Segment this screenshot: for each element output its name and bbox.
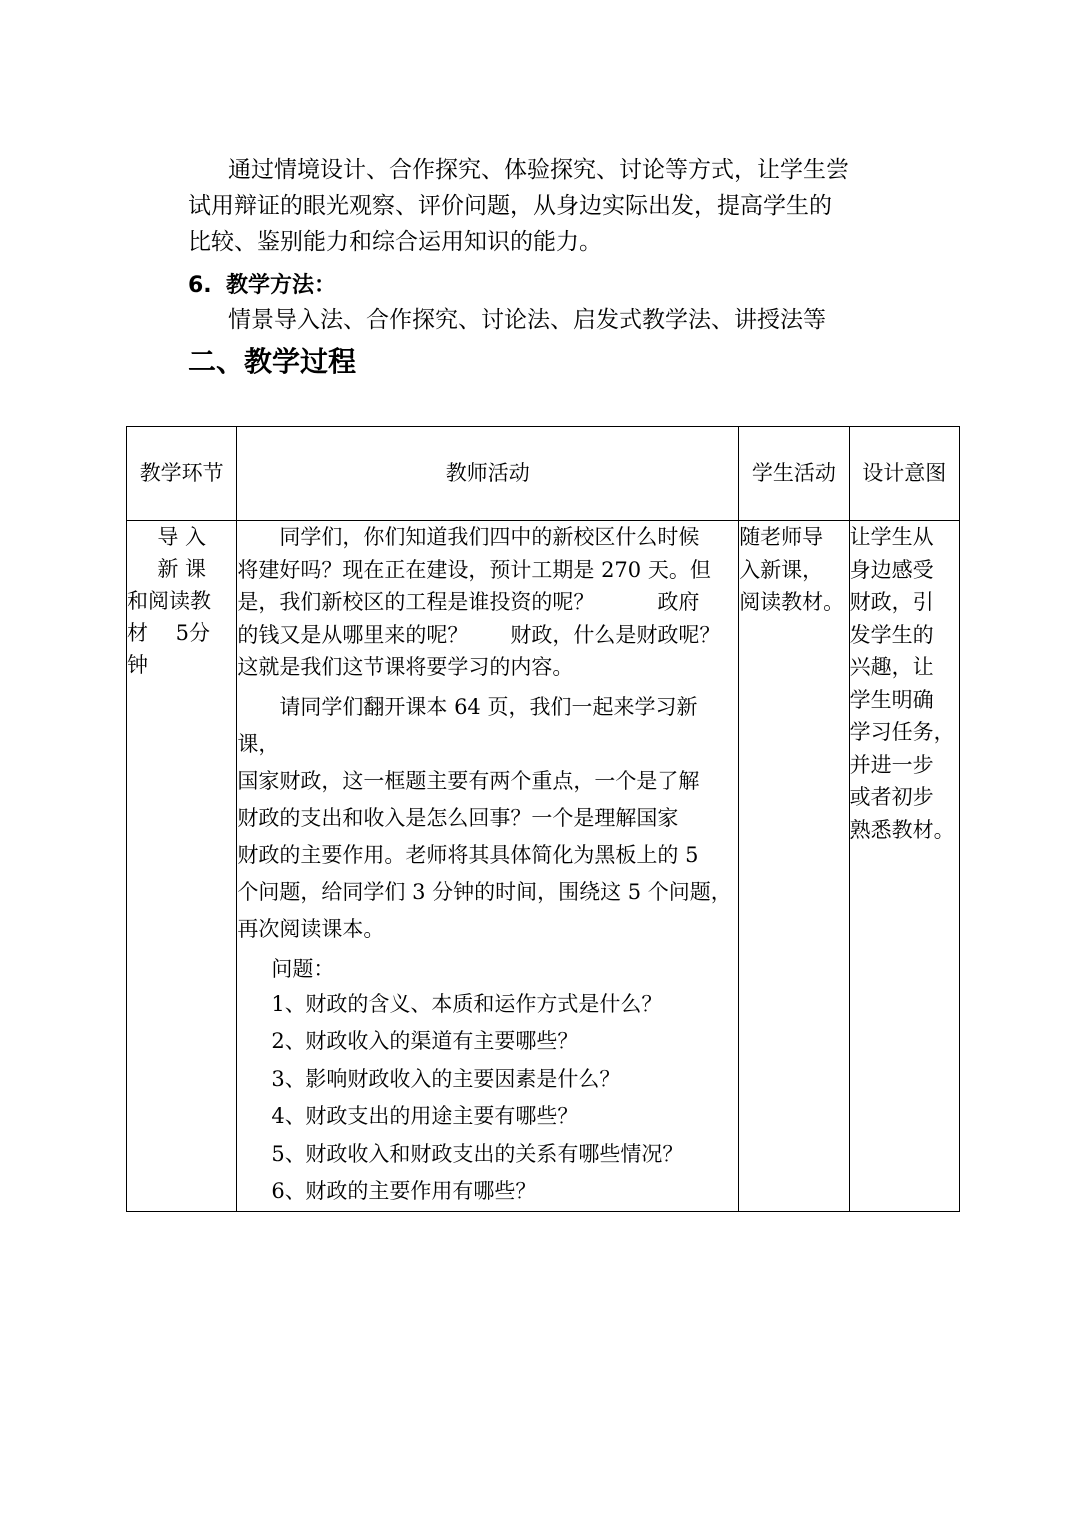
question-item bbox=[237, 986, 738, 1024]
header-stage: 教学环节 bbox=[127, 427, 237, 521]
section-6-heading bbox=[188, 268, 336, 299]
paragraph-line: 试用辩证的眼光观察、评价问题，从身边实际出发，提高学生的 bbox=[188, 193, 832, 219]
header-student-activity: 学生活动 bbox=[739, 427, 849, 521]
intent-line: 并进一步 bbox=[849, 752, 934, 777]
section-title: 教学方法： bbox=[226, 273, 337, 298]
question-item bbox=[237, 1061, 738, 1099]
student-line: 入新课， bbox=[739, 557, 824, 582]
section-heading-teaching-process: 二、教学过程 bbox=[188, 345, 357, 378]
paragraph-line: 通过情境设计、合作探究、体验探究、讨论等方式，让学生尝 bbox=[228, 157, 849, 183]
intent-line: 兴趣，让 bbox=[849, 655, 934, 679]
stage-line: 钟 bbox=[127, 653, 148, 677]
teacher-paragraph-1 bbox=[237, 521, 738, 684]
teacher-line: 再次阅读课本。 bbox=[237, 916, 385, 941]
question-text: 财政收入和财政支出的关系有哪些情况？ bbox=[305, 1141, 684, 1166]
question-text: 财政的主要作用有哪些？ bbox=[305, 1179, 537, 1203]
header-teacher-activity: 教师活动 bbox=[237, 427, 739, 521]
question-number: 5、 bbox=[271, 1141, 306, 1166]
teacher-line: 这就是我们这节课将要学习的内容。 bbox=[237, 655, 574, 679]
objectives-paragraph bbox=[188, 152, 849, 260]
design-intent-cell bbox=[849, 521, 959, 1212]
teaching-methods-text: 情景导入法、合作探究、讨论法、启发式教学法、讲授法等 bbox=[228, 307, 826, 333]
teacher-paragraph-2 bbox=[237, 689, 738, 948]
question-text: 影响财政收入的主要因素是什么？ bbox=[305, 1066, 621, 1091]
stage-line: 材 5分 bbox=[127, 621, 211, 645]
teacher-line: 的钱又是从哪里来的呢？ 财政，什么是财政呢？ bbox=[237, 622, 721, 647]
teacher-line: 个问题，给同学们 3 分钟的时间，围绕这 5 个问题， bbox=[237, 879, 732, 904]
teacher-line: 请同学们翻开课本 64 页，我们一起来学习新课， bbox=[237, 694, 698, 756]
stage-line: 和阅读教 bbox=[127, 589, 211, 613]
teacher-activity-cell bbox=[237, 521, 739, 1212]
teacher-line: 是，我们新校区的工程是谁投资的呢？ 政府 bbox=[237, 590, 700, 614]
intent-line: 让学生从 bbox=[849, 525, 934, 549]
teacher-line: 国家财政，这一框题主要有两个重点，一个是了解 bbox=[237, 768, 700, 793]
question-item bbox=[237, 1173, 738, 1211]
teacher-line: 同学们，你们知道我们四中的新校区什么时候 bbox=[279, 525, 700, 549]
lesson-plan-table bbox=[126, 426, 960, 1212]
question-number: 2、 bbox=[271, 1029, 306, 1053]
intent-line: 财政，引 bbox=[849, 590, 934, 614]
stage-line: 导 入 bbox=[157, 525, 207, 549]
intent-line: 发学生的 bbox=[849, 622, 934, 647]
teacher-line: 将建好吗？现在正在建设，预计工期是 270 天。但 bbox=[237, 557, 711, 582]
question-item bbox=[237, 1023, 738, 1061]
question-item bbox=[237, 1098, 738, 1136]
question-text: 财政收入的渠道有主要哪些？ bbox=[305, 1029, 579, 1053]
student-activity-cell bbox=[739, 521, 849, 1212]
teacher-line: 财政的支出和收入是怎么回事？一个是理解国家 bbox=[237, 805, 679, 830]
paragraph-line: 比较、鉴别能力和综合运用知识的能力。 bbox=[188, 229, 602, 255]
table-header-row bbox=[127, 427, 960, 521]
question-number: 4、 bbox=[271, 1104, 306, 1128]
question-number: 1、 bbox=[271, 991, 306, 1016]
intent-line: 学习任务， bbox=[849, 720, 955, 744]
table-row bbox=[127, 521, 960, 1212]
header-design-intent: 设计意图 bbox=[849, 427, 959, 521]
question-number: 6、 bbox=[271, 1179, 306, 1203]
question-item bbox=[237, 1136, 738, 1174]
student-line: 随老师导 bbox=[739, 525, 824, 549]
stage-cell bbox=[127, 521, 237, 1212]
intent-line: 熟悉教材。 bbox=[849, 817, 955, 842]
question-number: 3、 bbox=[271, 1066, 306, 1091]
intent-line: 身边感受 bbox=[849, 557, 934, 582]
intent-line: 学生明确 bbox=[849, 687, 934, 712]
question-text: 财政支出的用途主要有哪些？ bbox=[305, 1104, 579, 1128]
section-number: 6. bbox=[188, 273, 212, 298]
intent-line: 或者初步 bbox=[849, 785, 934, 809]
question-text: 财政的含义、本质和运作方式是什么？ bbox=[305, 991, 663, 1016]
stage-line: 新 课 bbox=[157, 557, 207, 581]
questions-label: 问题： bbox=[271, 956, 335, 981]
teacher-line: 财政的主要作用。老师将其具体简化为黑板上的 5 bbox=[237, 842, 699, 867]
student-line: 阅读教材。 bbox=[739, 590, 845, 614]
